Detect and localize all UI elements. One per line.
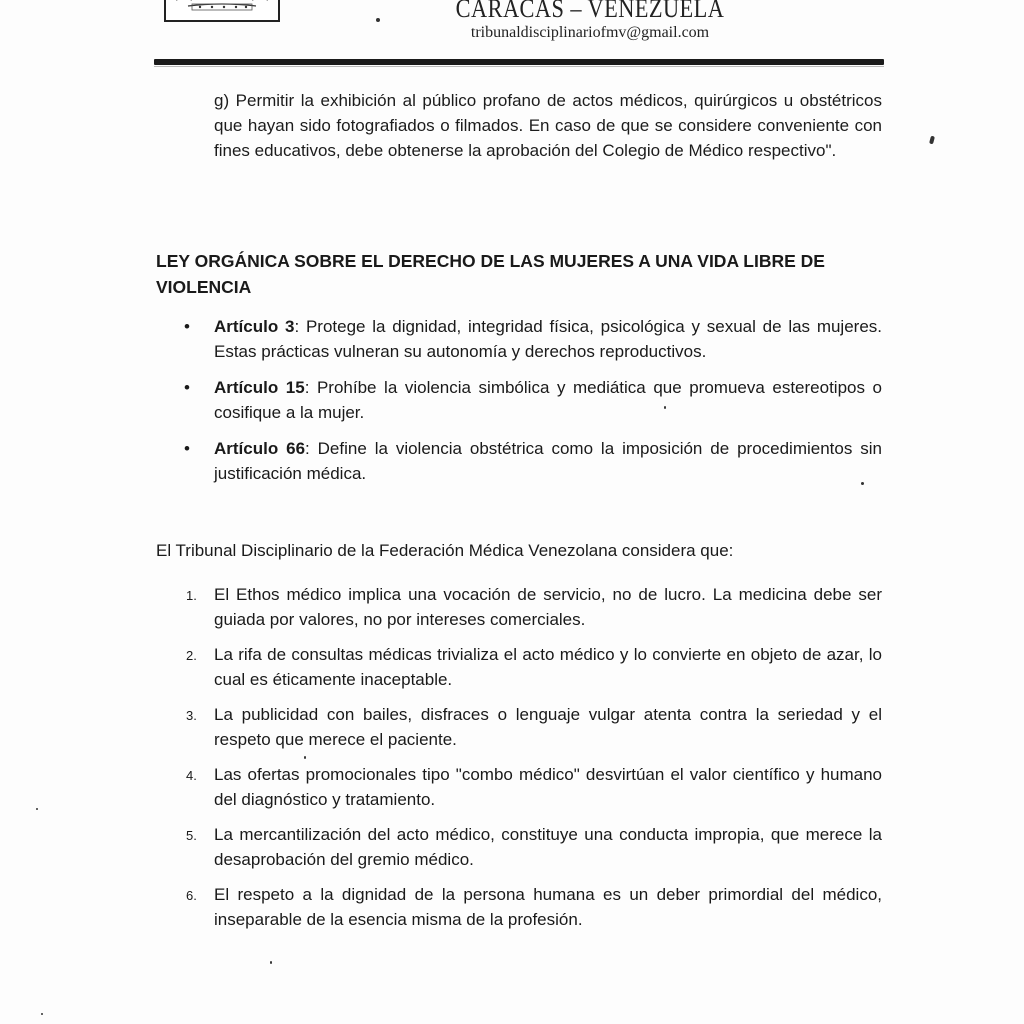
article-text: : Define la violencia obstétrica como la imposición de procedimientos sin justificación médica.	[214, 439, 882, 483]
scan-speck	[36, 808, 38, 810]
consideration-item	[156, 702, 882, 752]
scan-speck	[304, 756, 306, 759]
intro-paragraph: g) Permitir la exhibición al público profano de actos médicos, quirúrgicos u obstétricos que hayan sido fotografiados o filmados. En caso de que se considere conveniente con fines educativos, debe obtenerse la aprobación del Colegio de Médico respectivo".	[214, 91, 882, 160]
item-text: Las ofertas promocionales tipo "combo médico" desvirtúan el valor científico y humano del diagnóstico y tratamiento.	[214, 765, 882, 809]
item-text: La publicidad con bailes, disfraces o lenguaje vulgar atenta contra la seriedad y el respeto que merece el paciente.	[214, 705, 882, 749]
seal-logo	[164, 0, 280, 22]
section-title: LEY ORGÁNICA SOBRE EL DERECHO DE LAS MUJERES A UNA VIDA LIBRE DE VIOLENCIA	[156, 251, 825, 297]
bullet-icon: •	[184, 378, 190, 397]
bullet-icon: •	[184, 439, 190, 458]
item-number: 4.	[186, 768, 197, 783]
item-number: 2.	[186, 648, 197, 663]
scan-speck	[41, 1013, 43, 1015]
scan-speck	[861, 482, 864, 485]
consideration-item	[156, 582, 882, 632]
article-label: Artículo 15	[214, 378, 305, 397]
header-city: CARACAS – VENEZUELA	[455, 0, 725, 23]
item-text: El respeto a la dignidad de la persona humana es un deber primordial del médico, inseparable de la esencia misma de la profesión.	[214, 885, 882, 929]
header-divider	[154, 59, 884, 65]
consideration-item	[156, 762, 882, 812]
item-text: El Ethos médico implica una vocación de servicio, no de lucro. La medicina debe ser guiada por valores, no por intereses comerciales.	[214, 585, 882, 629]
tribunal-intro: El Tribunal Disciplinario de la Federación Médica Venezolana considera que:	[156, 541, 734, 560]
bullet-icon: •	[184, 317, 190, 336]
header-divider-shadow	[154, 66, 884, 67]
article-item	[156, 436, 882, 486]
item-text: La rifa de consultas médicas trivializa el acto médico y lo convierte en objeto de azar, lo cual es éticamente inaceptable.	[214, 645, 882, 689]
scan-speck	[376, 18, 380, 22]
article-text: : Prohíbe la violencia simbólica y mediática que promueva estereotipos o cosifique a la mujer.	[214, 378, 882, 422]
article-item	[156, 314, 882, 364]
scan-speck	[929, 136, 935, 145]
item-number: 3.	[186, 708, 197, 723]
consideration-item	[156, 822, 882, 872]
consideration-item	[156, 882, 882, 932]
considerations-list	[156, 582, 882, 942]
item-text: La mercantilización del acto médico, constituye una conducta impropia, que merece la desaprobación del gremio médico.	[214, 825, 882, 869]
article-text: : Protege la dignidad, integridad física, psicológica y sexual de las mujeres. Estas prácticas vulneran su autonomía y derechos reproductivos.	[214, 317, 883, 361]
articles-list	[156, 314, 882, 497]
consideration-item	[156, 642, 882, 692]
item-number: 1.	[186, 588, 197, 603]
header-email: tribunaldisciplinariofmv@gmail.com	[470, 24, 710, 41]
article-label: Artículo 66	[214, 439, 306, 458]
scan-speck	[664, 406, 666, 409]
article-label: Artículo 3	[214, 317, 295, 336]
emblem-icon	[166, 0, 278, 20]
item-number: 5.	[186, 828, 197, 843]
scan-speck	[270, 961, 272, 964]
article-item	[156, 375, 882, 425]
item-number: 6.	[186, 888, 197, 903]
